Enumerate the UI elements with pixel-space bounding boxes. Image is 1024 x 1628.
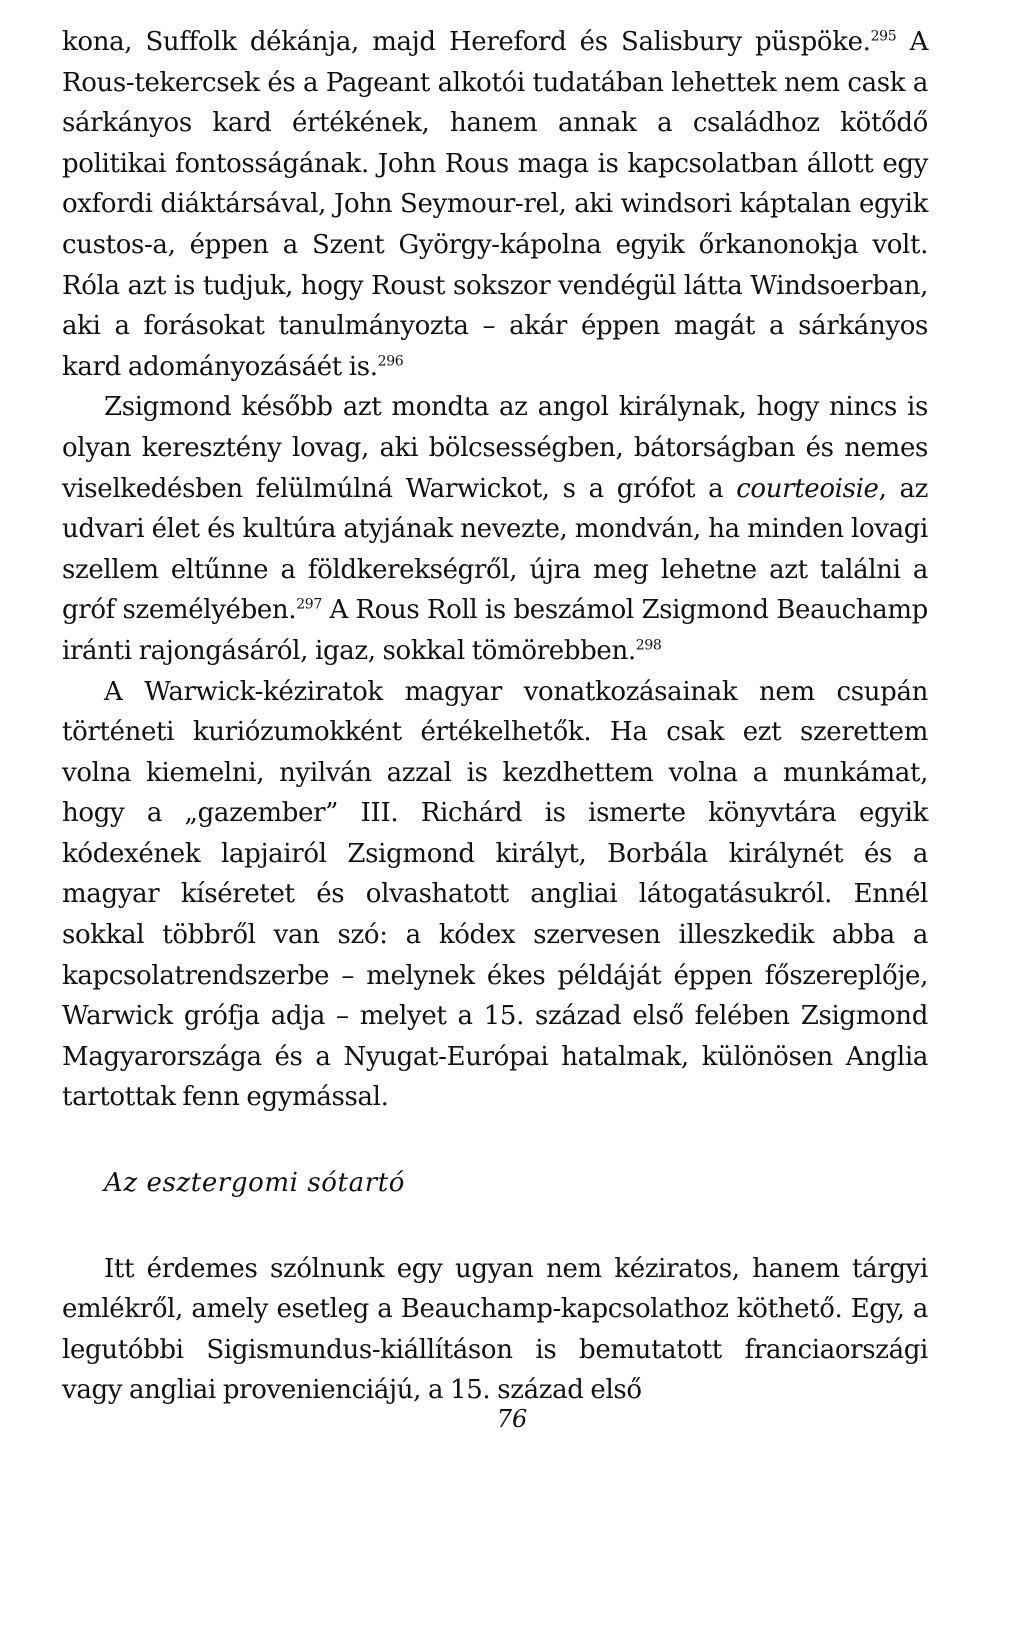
paragraph-text: A Warwick-kéziratok magyar vonatkozásainak nem csupán történeti kuriózumokként értékelhetők. Ha csak ezt szerettem volna kiemelni, nyilván azzal is kezdhettem volna a munkámat, hogy a „gazember” III. Richárd is ismerte könyvtára egyik kódexének lapjairól Zsigmond királyt, Borbála királynét és a magyar kíséretet és olvashatott angliai látogatásukról. Ennél sokkal többről van szó: a kódex szervesen illeszkedik abba a kapcsolatrendszerbe – melynek ékes példáját éppen főszereplője, Warwick grófja adja – melyet a 15. század első felében Zsigmond Magyarországa és a Nyugat-Európai hatalmak, különösen Anglia tartottak fenn egymással. [62,676,928,1113]
page-number: 76 [496,1405,528,1433]
emphasized-term: courteoisie [736,473,879,504]
paragraph-1 [62,22,928,387]
paragraph-2 [62,387,928,671]
footnote-marker: 297 [296,596,322,613]
section-heading: Az esztergomi sótartó [104,1168,406,1199]
footnote-marker: 298 [635,637,662,654]
page-body [62,22,928,1411]
body-paragraphs [62,22,928,1118]
footnote-marker: 295 [870,28,897,45]
paragraph-text: A Rous-tekercsek és a Pageant alkotói tudatában lehettek nem cask a sárkányos kard értékének, hanem annak a családhoz kötődő politikai fontosságának. John Rous maga is kapcsolatban állott egy oxfordi diáktársával, John Seymour-rel, aki windsori káptalan egyik custos-a, éppen a Szent György-kápolna egyik őrkanonokja volt. Róla azt is tudjuk, hogy Roust sokszor vendégül látta Windsoerban, aki a forásokat tanulmányozta – akár éppen magát a sárkányos kard adományozásáét is. [62,27,928,382]
paragraph-text: Zsigmond később azt mondta az angol királynak, hogy nincs is olyan keresztény lovag, aki bölcsességben, bátorságban és nemes viselkedésben felülmúlná Warwickot, s a grófot a [62,392,928,504]
paragraph-text: A Rous Roll is beszámol Zsigmond Beauchamp iránti rajongásáról, igaz, sokkal tömörebben. [62,595,928,666]
paragraph-3 [62,672,928,1119]
paragraph-text: kona, Suffolk dékánja, majd Hereford és Salisbury püspöke. [62,27,871,57]
paragraph-text: , az udvari élet és kultúra atyjának nevezte, mondván, ha minden lovagi szellem eltűnne a földkerekségről, újra meg lehetne azt találni a gróf személyében. [62,473,928,626]
closing-paragraph: Itt érdemes szólnunk egy ugyan nem kéziratos, hanem tárgyi emlékről, amely esetleg a Beauchamp-kapcsolathoz köthető. Egy, a legutóbbi Sigismundus-kiállításon is bemutatott franciaországi vagy angliai provenienciájú, a 15. század első [62,1253,928,1406]
footnote-marker: 296 [377,353,404,370]
